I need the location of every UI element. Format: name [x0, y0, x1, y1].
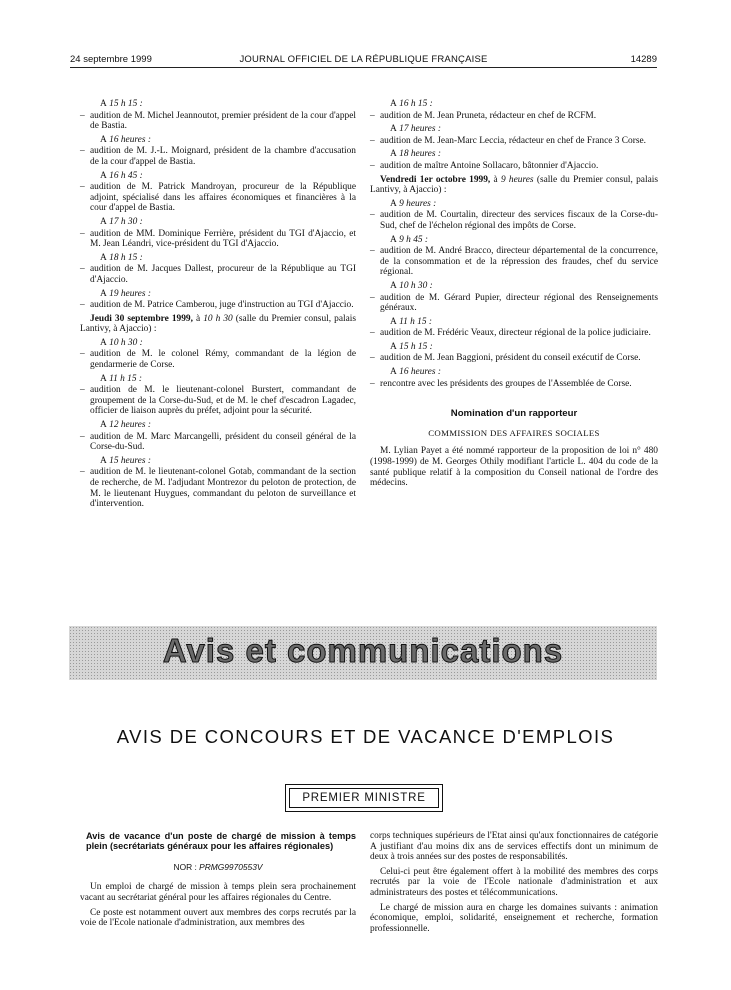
- hearing-time: A 16 heures :: [390, 367, 441, 378]
- vacancy-left-column: [80, 831, 356, 933]
- hearing-time: A 10 h 30 :: [390, 280, 433, 291]
- section-banner: [69, 626, 657, 680]
- hearing-description: – audition de M. Marc Marcangelli, président du conseil général de la Corse-du-Sud.: [80, 431, 356, 453]
- hearing-entry: [370, 124, 658, 146]
- hearing-description: – audition de M. le lieutenant-colonel Gotab, commandant de la section de recherche, de M. l'adjudant Montrezor du peloton de protection, de M. le lieutenant Huygues, commandant du peloton de surveillance et d'intervention.: [80, 467, 356, 510]
- hearing-description: – audition de M. Jacques Dallest, procureur de la République au TGI d'Ajaccio.: [80, 264, 356, 285]
- hearing-description: – audition de M. Michel Jeannoutot, premier président de la cour d'appel de Bastia.: [80, 110, 356, 132]
- hearing-time: A 16 heures :: [100, 134, 151, 145]
- hearing-description: – audition de M. Frédéric Veaux, directeur régional de la police judiciaire.: [370, 328, 651, 339]
- hearing-time: A 9 heures :: [390, 198, 437, 209]
- hearing-entry: [370, 317, 658, 339]
- hearing-description: – audition de M. Courtalin, directeur des services fiscaux de la Corse-du-Sud, chef de l'échelon régional des impôts de Corse.: [370, 210, 658, 231]
- header-rule: [70, 67, 657, 68]
- hearing-description: – audition de M. Jean Baggioni, président du conseil exécutif de Corse.: [370, 353, 641, 364]
- nor-reference: NOR : PRMG9970553V: [173, 861, 263, 872]
- hearing-entry: [370, 235, 658, 278]
- hearing-entry: [80, 171, 356, 214]
- right-column: [370, 99, 658, 489]
- day-heading-friday: Vendredi 1er octobre 1999, à 9 heures (salle du Premier consul, palais Lantivy, à Ajaccio) :: [370, 174, 658, 196]
- vacancy-title: Avis de vacance d'un poste de chargé de mission à temps plein (secrétariats généraux pour les affaires régionales): [86, 831, 356, 852]
- hearing-time: A 16 h 15 :: [390, 99, 433, 109]
- ministry-label: PREMIER MINISTRE: [289, 788, 439, 808]
- hearing-entry: [370, 199, 658, 232]
- header-page-number: 14289: [630, 54, 657, 65]
- hearing-description: – audition de MM. Dominique Ferrière, président du TGI d'Ajaccio, et M. Jean Léandri, vice-président du TGI d'Ajaccio.: [80, 228, 356, 250]
- hearing-description: – audition de M. Patrick Mandroyan, procureur de la République adjoint, spécialisé dans les affaires économiques et financières à la cour d'appel de Bastia.: [80, 182, 356, 214]
- hearing-entry: [370, 149, 658, 171]
- hearing-time: A 10 h 30 :: [100, 337, 143, 348]
- hearing-description: – audition de M. Patrice Camberou, juge d'instruction au TGI d'Ajaccio.: [80, 300, 354, 311]
- vacancy-paragraph: Un emploi de chargé de mission à temps plein sera prochainement vacant au secrétariat général pour les affaires régionales du Centre.: [80, 882, 356, 903]
- ministry-box: [285, 784, 443, 812]
- hearing-time: A 17 h 30 :: [100, 216, 143, 227]
- hearing-description: – rencontre avec les présidents des groupes de l'Assemblée de Corse.: [370, 378, 632, 389]
- page-header: [70, 54, 657, 68]
- header-date: 24 septembre 1999: [70, 54, 152, 65]
- hearing-description: – audition de maître Antoine Sollacaro, bâtonnier d'Ajaccio.: [370, 160, 599, 171]
- hearing-description: – audition de M. le colonel Rémy, commandant de la légion de gendarmerie de Corse.: [80, 349, 356, 371]
- hearing-entry: [370, 99, 658, 121]
- header-journal-title: JOURNAL OFFICIEL DE LA RÉPUBLIQUE FRANÇAISE: [239, 54, 488, 65]
- hearing-time: A 18 heures :: [390, 149, 441, 160]
- hearing-entry: [80, 338, 356, 371]
- hearing-time: A 18 h 15 :: [100, 252, 143, 263]
- hearing-list: [80, 99, 356, 311]
- vacancy-right-column: [370, 831, 658, 938]
- hearing-entry: [80, 374, 356, 417]
- concours-title: AVIS DE CONCOURS ET DE VACANCE D'EMPLOIS: [116, 726, 615, 747]
- hearing-description: – audition de M. J.-L. Moignard, président de la chambre d'accusation de la cour d'appel de Bastia.: [80, 146, 356, 167]
- hearing-entry: [80, 420, 356, 453]
- hearing-entry: [370, 281, 658, 314]
- hearing-entry: [80, 253, 356, 286]
- hearing-description: – audition de M. le lieutenant-colonel Burstert, commandant de groupement de la Corse-du-Sud, et de M. le chef d'escadron Lagadec, officier de liaison auprès du préfet, adjoint pour la sécurité.: [80, 385, 356, 417]
- nomination-title: Nomination d'un rapporteur: [450, 408, 578, 420]
- hearing-time: A 12 heures :: [100, 420, 151, 431]
- vacancy-paragraph: Ce poste est notamment ouvert aux membres des corps recrutés par la voie de l'Ecole nationale d'administration, aux membres des: [80, 907, 356, 929]
- hearing-time: A 11 h 15 :: [100, 373, 143, 384]
- hearing-list: [370, 199, 658, 390]
- hearing-description: – audition de M. Jean-Marc Leccia, rédacteur en chef de France 3 Corse.: [370, 135, 647, 146]
- hearing-entry: [80, 99, 356, 132]
- hearing-list: [80, 338, 356, 510]
- nomination-text: M. Lylian Payet a été nommé rapporteur de la proposition de loi n° 480 (1998-1999) de M. Georges Othily modifiant l'article L. 404 du code de la santé publique relatif à la composition du Conseil national de l'ordre des médecins.: [370, 446, 658, 489]
- vacancy-paragraph: corps techniques supérieurs de l'Etat ainsi qu'aux fonctionnaires de catégorie A justifiant d'au moins dix ans de services effectifs dont un minimum de deux à trois années sur des postes de responsabilités.: [370, 831, 658, 863]
- hearing-entry: [80, 217, 356, 250]
- banner-title: Avis et communications: [162, 632, 564, 669]
- day-heading-thursday: Jeudi 30 septembre 1999, à 10 h 30 (salle du Premier consul, palais Lantivy, à Ajaccio) :: [80, 313, 356, 335]
- hearing-description: – audition de M. Gérard Pupier, directeur régional des Renseignements généraux.: [370, 292, 658, 314]
- hearing-time: A 9 h 45 :: [390, 234, 429, 245]
- hearing-time: A 17 heures :: [390, 124, 441, 135]
- hearing-description: – audition de M. Jean Pruneta, rédacteur en chef de RCFM.: [370, 110, 597, 121]
- hearing-entry: [370, 367, 658, 389]
- hearing-entry: [80, 135, 356, 168]
- commission-name: COMMISSION DES AFFAIRES SOCIALES: [428, 427, 600, 438]
- hearing-time: A 16 h 45 :: [100, 170, 143, 181]
- hearing-description: – audition de M. André Bracco, directeur départemental de la concurrence, de la consommation et de la répression des fraudes, chef du service régional.: [370, 246, 658, 278]
- vacancy-paragraph: Le chargé de mission aura en charge les domaines suivants : animation économique, emploi, solidarité, enseignement et recherche, formation professionnelle.: [370, 902, 658, 934]
- hearing-entry: [370, 342, 658, 364]
- hearing-time: A 15 h 15 :: [100, 99, 143, 109]
- hearing-time: A 15 heures :: [100, 455, 151, 466]
- left-column: [80, 99, 356, 513]
- hearing-time: A 11 h 15 :: [390, 316, 433, 327]
- hearing-entry: [80, 456, 356, 510]
- hearing-time: A 15 h 15 :: [390, 341, 433, 352]
- hearing-entry: [80, 289, 356, 311]
- hearing-list: [370, 99, 658, 172]
- vacancy-paragraph: Celui-ci peut être également offert à la mobilité des membres des corps recrutés par la voie de l'Ecole nationale d'administration et aux administrateurs des postes et télécommunications.: [370, 866, 658, 898]
- hearing-time: A 19 heures :: [100, 288, 151, 299]
